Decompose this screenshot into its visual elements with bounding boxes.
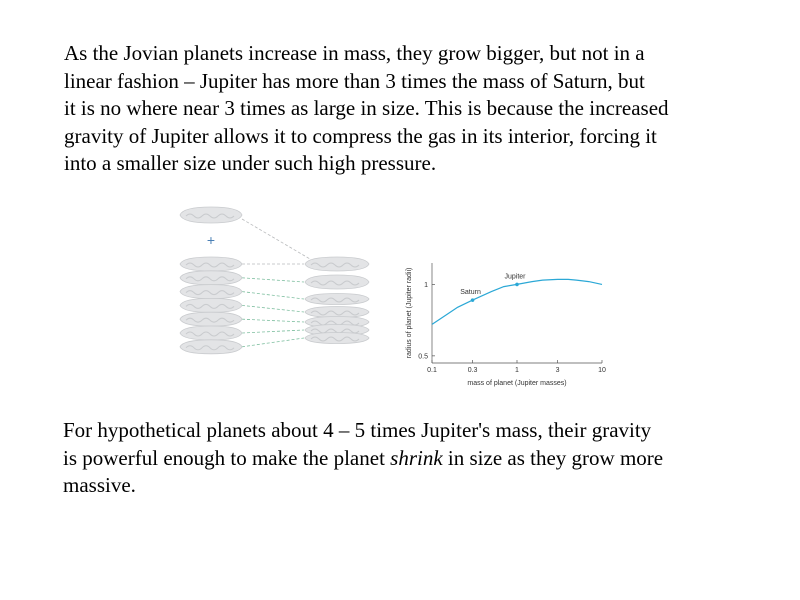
dashed-connector-top — [242, 219, 310, 259]
dashed-connector — [242, 278, 304, 282]
conclusion-line-2-end: in size as they grow more — [442, 445, 664, 470]
intro-line-4: gravity of Jupiter allows it to compress the gas in its interior, forcing it — [64, 123, 657, 148]
pillow-illustration — [180, 207, 369, 354]
pillow-right-stack — [305, 307, 369, 318]
x-tick-label: 10 — [598, 367, 606, 374]
pillow-left-stack — [180, 285, 242, 299]
shrink-emphasis: shrink — [390, 445, 443, 470]
figure — [170, 195, 630, 395]
figure-svg — [170, 195, 630, 395]
y-axis-label: radius of planet (Jupiter radii) — [406, 267, 413, 359]
x-ticks — [427, 360, 606, 374]
pillow-left-stack — [180, 298, 242, 312]
dashed-connector — [242, 330, 304, 333]
x-tick-label: 1 — [515, 367, 519, 374]
pillow-right-stack — [305, 275, 369, 289]
pillow-top — [180, 207, 242, 223]
point-jupiter — [515, 283, 519, 287]
mass-radius-chart — [406, 263, 606, 387]
pillow-right-stack — [305, 333, 369, 344]
pillow-right-stack — [305, 294, 369, 305]
pillow-left-stack — [180, 340, 242, 354]
dashed-connector — [242, 319, 304, 322]
dashed-connector — [242, 305, 304, 312]
conclusion-line-1: For hypothetical planets about 4 – 5 times Jupiter's mass, their gravity — [63, 418, 652, 442]
intro-line-1: As the Jovian planets increase in mass, they grow bigger, but not in a — [64, 41, 645, 65]
label-saturn: Saturn — [460, 289, 481, 297]
point-saturn — [471, 298, 475, 302]
pillow-left-stack — [180, 312, 242, 326]
conclusion-line-2 — [63, 445, 663, 473]
pillow-left-stack — [180, 271, 242, 285]
pillow-left-stack — [180, 257, 242, 271]
dashed-connector — [242, 292, 304, 299]
dashed-connector — [242, 338, 304, 347]
plus-symbol: + — [206, 232, 216, 248]
x-tick-label: 0.3 — [467, 367, 478, 374]
conclusion-line-2-start: is powerful enough to make the planet — [63, 445, 391, 470]
pillow-right-stack — [305, 257, 369, 271]
y-tick-label: 1 — [424, 281, 428, 289]
label-jupiter: Jupiter — [504, 273, 526, 281]
x-tick-label: 3 — [555, 367, 560, 374]
y-tick-label: 0.5 — [418, 353, 428, 361]
conclusion-line-3: massive. — [63, 473, 136, 497]
x-axis-label: mass of planet (Jupiter masses) — [467, 380, 567, 387]
intro-line-5: into a smaller size under such high pressure. — [64, 151, 437, 175]
conclusion-paragraph — [63, 417, 663, 500]
intro-paragraph — [64, 40, 669, 178]
intro-line-2: linear fashion – Jupiter has more than 3 times the mass of Saturn, but — [64, 68, 645, 93]
pillow-left-stack — [180, 326, 242, 340]
x-tick-label: 0.1 — [427, 367, 437, 374]
y-ticks — [418, 282, 435, 360]
intro-line-3: it is no where near 3 times as large in size. This is because the increased — [64, 96, 669, 120]
planet-points — [460, 273, 526, 302]
